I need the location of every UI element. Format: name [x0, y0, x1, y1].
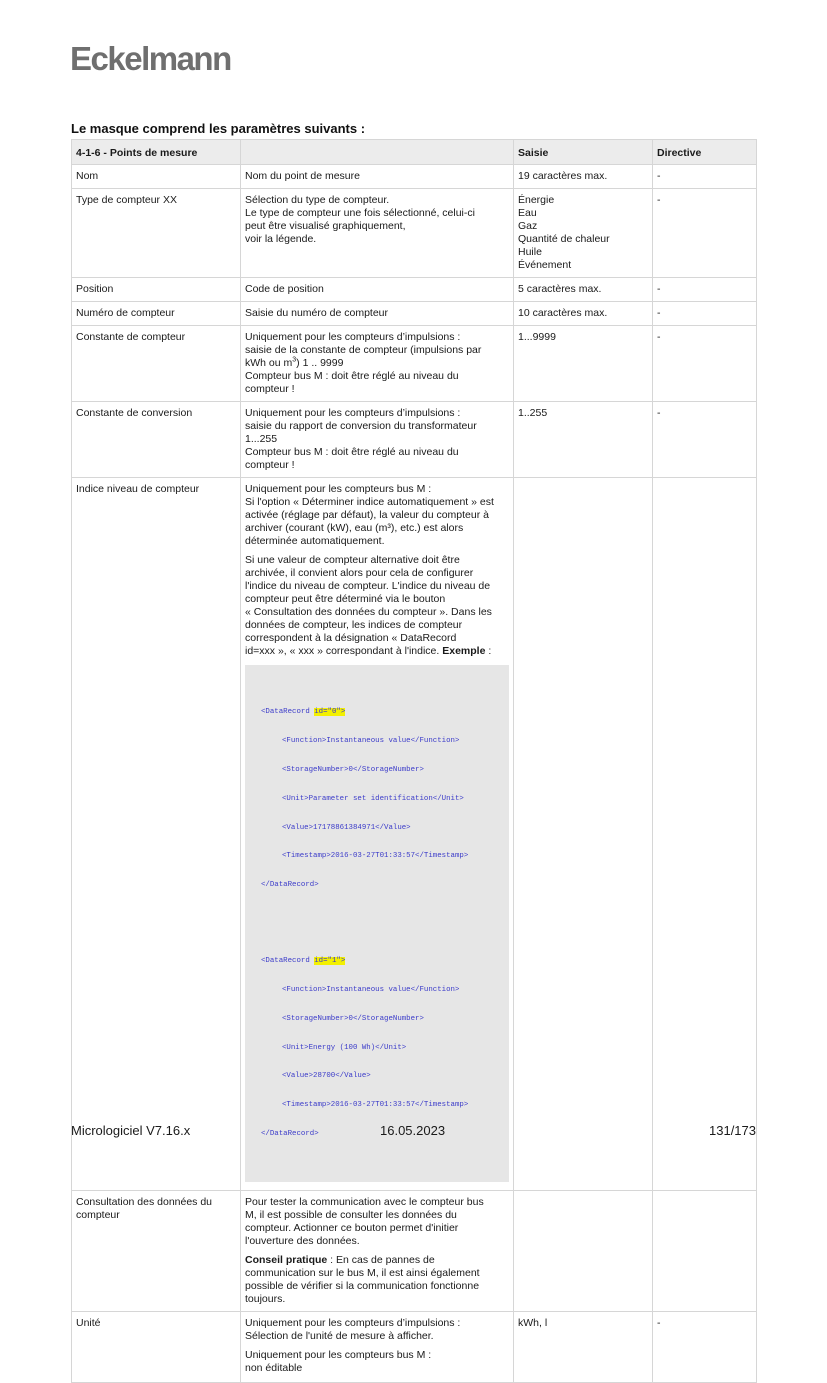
code-line: <Timestamp>2016-03-27T01:33:57</Timestamp>: [282, 852, 469, 861]
option-line: Eau: [518, 207, 537, 219]
desc-line: Compteur bus M : doit être réglé au niveau du: [245, 370, 459, 382]
code-line: <Value>28700</Value>: [282, 1072, 371, 1081]
param-name: Numéro de compteur: [72, 302, 241, 326]
desc-line: Pour tester la communication avec le compteur bus: [245, 1195, 484, 1208]
param-name: Type de compteur XX: [72, 189, 241, 278]
header-cell: 4-1-6 - Points de mesure: [72, 140, 241, 165]
desc-line: Sélection du type de compteur.: [245, 194, 390, 206]
param-input: 1...9999: [514, 326, 653, 402]
param-description: [241, 402, 514, 478]
desc-line: Uniquement pour les compteurs d’impulsions :: [245, 407, 461, 419]
param-input: 1..255: [514, 402, 653, 478]
table-row: [72, 1311, 757, 1382]
desc-line: [245, 357, 509, 370]
desc-line: l'ouverture des données.: [245, 1234, 360, 1247]
example-label: Exemple: [442, 645, 486, 657]
desc-text: kWh ou m: [245, 357, 293, 369]
param-name: Constante de compteur: [72, 326, 241, 402]
table-header-row: [72, 140, 757, 165]
desc-line: saisie de la constante de compteur (impulsions par: [245, 344, 482, 356]
param-description: [241, 478, 514, 1191]
param-input: 5 caractères max.: [514, 278, 653, 302]
footer-firmware: Micrologiciel V7.16.x: [71, 1123, 191, 1138]
superscript: 3: [292, 356, 297, 364]
desc-text: id=xxx », « xxx » correspondant à l'indice.: [245, 645, 443, 657]
param-input: kWh, l: [514, 1311, 653, 1382]
param-description: [241, 1190, 514, 1311]
param-name: Constante de conversion: [72, 402, 241, 478]
desc-paragraph: [245, 1254, 509, 1306]
parameters-table: [71, 139, 757, 1383]
desc-line: archiver (courant (kW), eau (m³), etc.) est alors: [245, 522, 464, 534]
desc-line: Uniquement pour les compteurs d’impulsions :: [245, 1316, 461, 1329]
desc-text: : En cas de pannes de: [327, 1253, 435, 1266]
param-name: Nom: [72, 165, 241, 189]
option-line: Quantité de chaleur: [518, 233, 610, 245]
header-cell: [241, 140, 514, 165]
desc-line: communication sur le bus M, il est ainsi également: [245, 1266, 480, 1279]
code-line: <Unit>Parameter set identification</Unit>: [282, 794, 464, 803]
table-row: [72, 278, 757, 302]
desc-line: compteur !: [245, 459, 295, 471]
name-line: Consultation des données du: [76, 1195, 213, 1208]
desc-paragraph: [245, 1349, 509, 1375]
code-line: <Function>Instantaneous value</Function>: [282, 986, 460, 994]
table-row: [72, 1190, 757, 1311]
table-row: [72, 478, 757, 1191]
param-input: 10 caractères max.: [514, 302, 653, 326]
desc-line: déterminée automatiquement.: [245, 535, 385, 547]
desc-line: Si l'option « Déterminer indice automatiquement » est: [245, 496, 494, 508]
desc-line: [245, 645, 509, 658]
desc-line: non éditable: [245, 1361, 303, 1374]
desc-line: archivée, il convient alors pour cela de configurer: [245, 567, 474, 579]
code-line: <Unit>Energy (100 Wh)</Unit>: [282, 1043, 407, 1052]
desc-line: l'indice du niveau de compteur. L'indice du niveau de: [245, 580, 491, 592]
param-input: 19 caractères max.: [514, 165, 653, 189]
param-description: Saisie du numéro de compteur: [241, 302, 514, 326]
param-input: [514, 478, 653, 1191]
datarecord-block: [261, 689, 503, 910]
table-row: [72, 402, 757, 478]
param-input: [514, 189, 653, 278]
option-line: Gaz: [518, 220, 538, 232]
desc-line: compteur. Actionner ce bouton permet d'initier: [245, 1221, 459, 1234]
desc-line: « Consultation des données du compteur ». Dans les: [245, 606, 492, 618]
desc-line: M, il est possible de consulter les données du: [245, 1208, 457, 1221]
param-directive: -: [653, 189, 757, 278]
highlighted-id: id="1">: [314, 957, 346, 966]
option-line: Huile: [518, 246, 542, 258]
highlighted-id: id="0">: [314, 708, 346, 717]
desc-line: possible de vérifier si la communication fonctionne: [245, 1279, 480, 1292]
footer-page-number: 131/173: [709, 1123, 756, 1138]
desc-paragraph: [245, 554, 509, 658]
param-directive: -: [653, 278, 757, 302]
company-logo: Eckelmann: [70, 40, 231, 77]
desc-line: Le type de compteur une fois sélectionné, celui-ci: [245, 207, 475, 219]
desc-paragraph: [245, 1196, 509, 1248]
header-cell: Directive: [653, 140, 757, 165]
desc-line: Uniquement pour les compteurs bus M :: [245, 1348, 432, 1361]
desc-text: ) 1 .. 9999: [296, 357, 344, 369]
code-line: [261, 957, 503, 967]
desc-line: toujours.: [245, 1292, 286, 1305]
code-line: <StorageNumber>0</StorageNumber>: [282, 765, 424, 774]
param-directive: -: [653, 302, 757, 326]
code-text: <DataRecord: [261, 957, 315, 966]
param-description: [241, 189, 514, 278]
table-row: [72, 302, 757, 326]
desc-line: données de compteur, les indices de compteur: [245, 619, 463, 631]
param-description: Nom du point de mesure: [241, 165, 514, 189]
code-text: <DataRecord: [261, 708, 315, 717]
xml-code-block: [245, 665, 509, 1182]
param-directive: -: [653, 165, 757, 189]
tip-label: Conseil pratique: [245, 1253, 328, 1266]
desc-paragraph: [245, 1317, 509, 1343]
desc-text: :: [485, 645, 492, 657]
code-line: [261, 708, 503, 718]
param-input: [514, 1190, 653, 1311]
code-line: <StorageNumber>0</StorageNumber>: [282, 1014, 424, 1023]
desc-line: activée (réglage par défaut), la valeur du compteur à: [245, 509, 489, 521]
param-directive: [653, 1190, 757, 1311]
code-line: <Value>17178861384971</Value>: [282, 823, 411, 832]
option-line: Événement: [518, 259, 572, 271]
param-directive: -: [653, 326, 757, 402]
desc-line: correspondent à la désignation « DataRecord: [245, 632, 457, 644]
param-name: Indice niveau de compteur: [72, 478, 241, 1191]
desc-paragraph: [245, 483, 509, 548]
desc-line: Sélection de l'unité de mesure à afficher.: [245, 1329, 434, 1342]
name-line: compteur: [76, 1208, 120, 1221]
section-heading: Le masque comprend les paramètres suivants :: [71, 121, 366, 136]
desc-line: saisie du rapport de conversion du transformateur: [245, 420, 477, 432]
desc-line: peut être visualisé graphiquement,: [245, 220, 406, 232]
param-description: [241, 1311, 514, 1382]
option-line: Énergie: [518, 194, 555, 206]
code-line: <Timestamp>2016-03-27T01:33:57</Timestamp>: [282, 1101, 469, 1110]
desc-line: compteur peut être déterminé via le bouton: [245, 593, 446, 605]
footer-date: 16.05.2023: [380, 1123, 446, 1138]
desc-line: voir la légende.: [245, 233, 317, 245]
param-name: Position: [72, 278, 241, 302]
desc-line: Uniquement pour les compteurs d’impulsions :: [245, 331, 461, 343]
header-cell: Saisie: [514, 140, 653, 165]
param-name: Unité: [72, 1311, 241, 1382]
param-directive: [653, 478, 757, 1191]
table-row: [72, 165, 757, 189]
desc-line: Compteur bus M : doit être réglé au niveau du: [245, 446, 459, 458]
table-row: [72, 189, 757, 278]
param-name: [72, 1190, 241, 1311]
param-directive: -: [653, 402, 757, 478]
code-line: <Function>Instantaneous value</Function>: [282, 737, 460, 746]
table-row: [72, 326, 757, 402]
param-description: Code de position: [241, 278, 514, 302]
desc-line: [245, 1254, 509, 1267]
desc-line: 1...255: [245, 433, 278, 445]
param-directive: -: [653, 1311, 757, 1382]
code-line: </DataRecord>: [261, 881, 319, 890]
desc-line: Si une valeur de compteur alternative doit être: [245, 554, 460, 566]
code-line: </DataRecord>: [261, 1129, 319, 1138]
desc-line: compteur !: [245, 383, 295, 395]
desc-line: Uniquement pour les compteurs bus M :: [245, 483, 432, 495]
param-description: [241, 326, 514, 402]
